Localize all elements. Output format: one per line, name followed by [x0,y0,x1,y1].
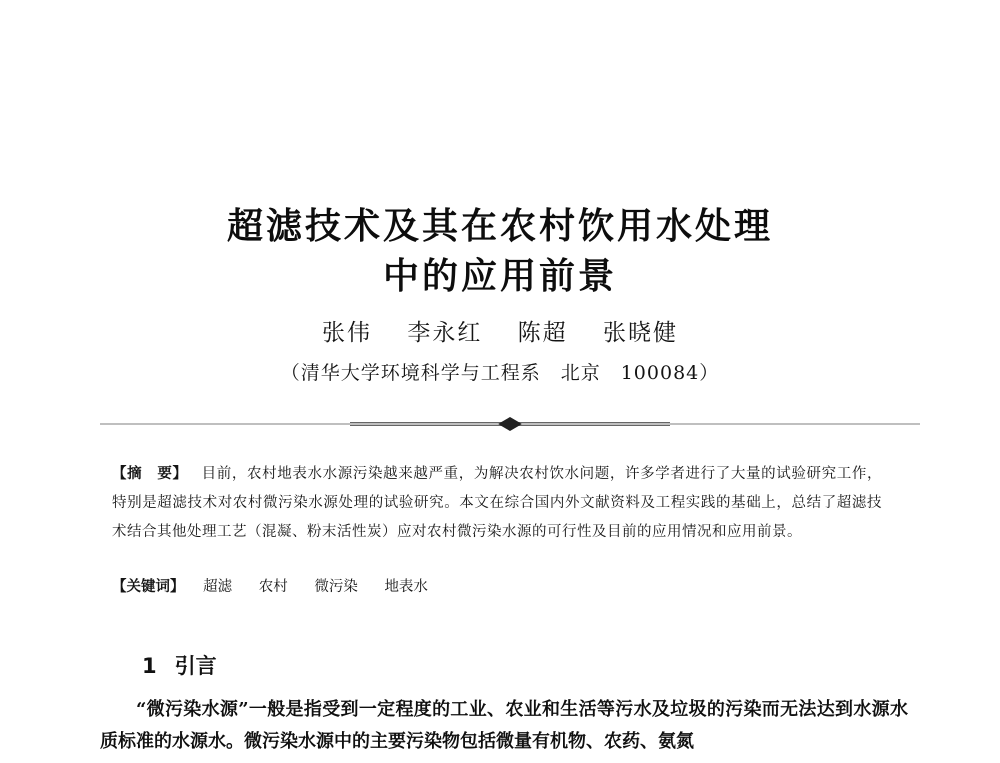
section-heading [142,650,217,680]
paper-title-line-1: 超滤技术及其在农村饮用水处理 [226,206,773,247]
keywords-label: 【关键词】 [112,578,185,595]
section-title: 引言 [174,654,217,678]
author-name: 陈超 [517,320,568,346]
section-number: 1 [142,654,157,678]
ornamental-divider [100,414,920,434]
abstract-label: 【摘 要】 [112,465,188,482]
affiliation: （清华大学环境科学与工程系 北京 100084） [280,362,720,384]
author-list [0,314,1000,347]
abstract [112,459,882,547]
body-paragraph: “微污染水源”一般是指受到一定程度的工业、农业和生活等污水及垃圾的污染而无法达到水源水质标准的水源水。微污染水源中的主要污染物包括微量有机物、农药、氨氮 [100,699,908,752]
author-name: 张晓健 [602,320,678,346]
keyword: 超滤 [203,579,233,595]
author-name: 李永红 [407,320,483,346]
keyword: 微污染 [314,579,358,595]
keyword: 农村 [258,579,288,595]
keyword: 地表水 [384,579,428,595]
keywords [112,575,882,596]
abstract-text: 目前，农村地表水水源污染越来越严重，为解决农村饮水问题，许多学者进行了大量的试验研究工作，特别是超滤技术对农村微污染水源处理的试验研究。本文在综合国内外文献资料及工程实践的基础上，总结了超滤技术结合其他处理工艺（混凝、粉末活性炭）应对农村微污染水源的可行性及目前的应用情况和应用前景。 [112,466,883,540]
author-name: 张伟 [322,320,373,346]
diamond-ornament-icon [498,417,522,431]
paper-title-line-2: 中的应用前景 [382,256,617,297]
